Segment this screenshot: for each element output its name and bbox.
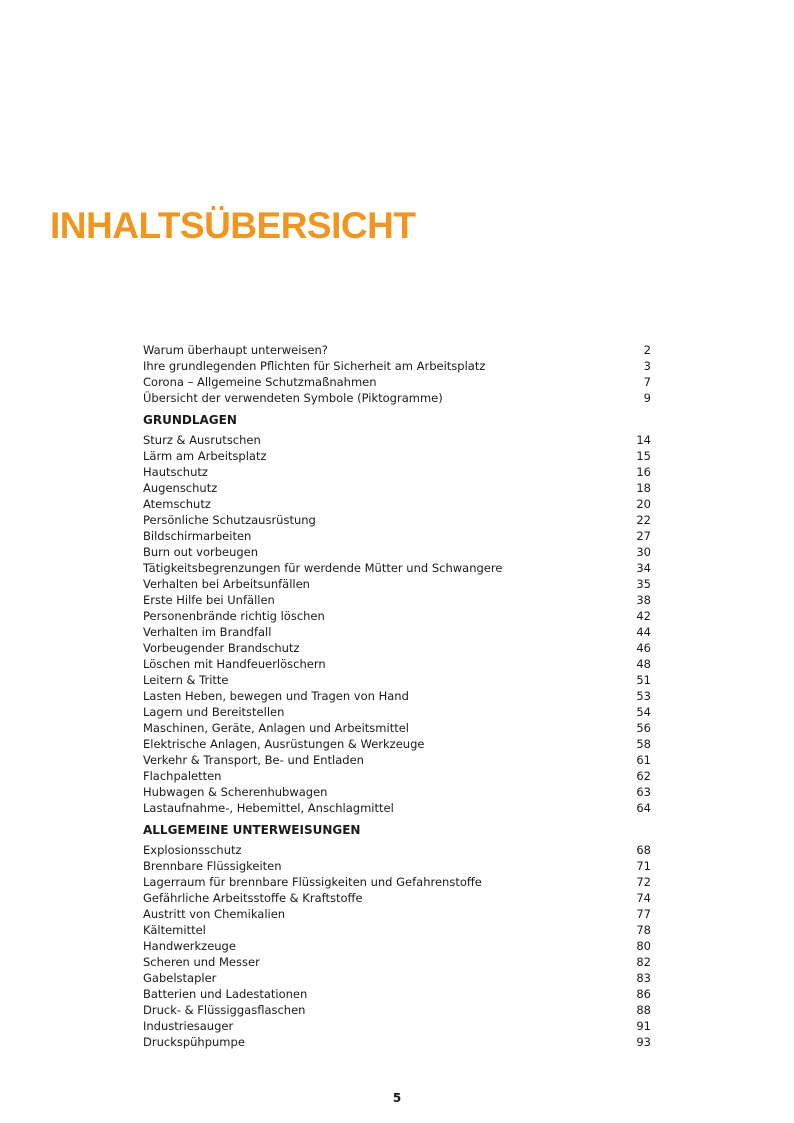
toc-entry-label: Flachpaletten (143, 769, 222, 783)
toc-entry-label: Gefährliche Arbeitsstoffe & Kraftstoffe (143, 891, 363, 905)
toc-entry-label: Augenschutz (143, 481, 218, 495)
toc-entry-label: Warum überhaupt unterweisen? (143, 343, 328, 357)
toc-entry-label: Atemschutz (143, 497, 211, 511)
toc-entry-label: Lastaufnahme-, Hebemittel, Anschlagmittel (143, 801, 394, 815)
toc-entry-page: 78 (636, 923, 651, 937)
toc-entry-label: Erste Hilfe bei Unfällen (143, 593, 275, 607)
toc-entry (143, 512, 651, 528)
toc-entry-label: Kältemittel (143, 923, 206, 937)
toc-entry (143, 784, 651, 800)
toc-entry-label: Verhalten im Brandfall (143, 625, 272, 639)
toc-entry-page: 14 (636, 433, 651, 447)
toc-entry (143, 432, 651, 448)
toc-entry-page: 42 (636, 609, 651, 623)
toc-entry-page: 9 (643, 391, 651, 405)
toc-entry (143, 640, 651, 656)
toc-entry-page: 82 (636, 955, 651, 969)
toc-entry-page: 51 (636, 673, 651, 687)
toc-entry (143, 688, 651, 704)
toc-entry-page: 35 (636, 577, 651, 591)
toc-entry (143, 496, 651, 512)
toc-entry-page: 44 (636, 625, 651, 639)
table-of-contents (143, 342, 651, 1050)
toc-entry (143, 720, 651, 736)
toc-entry-label: Druckspühpumpe (143, 1035, 245, 1049)
toc-entry-page: 88 (636, 1003, 651, 1017)
toc-entry-label: Druck- & Flüssiggasflaschen (143, 1003, 306, 1017)
toc-entry (143, 768, 651, 784)
toc-entry (143, 842, 651, 858)
toc-entry (143, 448, 651, 464)
toc-entry-page: 16 (636, 465, 651, 479)
toc-entry-page: 18 (636, 481, 651, 495)
toc-entry (143, 464, 651, 480)
toc-entry (143, 374, 651, 390)
toc-entry-page: 77 (636, 907, 651, 921)
toc-entry (143, 390, 651, 406)
page-title: INHALTSÜBERSICHT (50, 205, 416, 246)
toc-entry-page: 83 (636, 971, 651, 985)
toc-entry-page: 72 (636, 875, 651, 889)
toc-entry-label: Elektrische Anlagen, Ausrüstungen & Werkzeuge (143, 737, 425, 751)
toc-entry-label: Vorbeugender Brandschutz (143, 641, 300, 655)
toc-entry-label: Tätigkeitsbegrenzungen für werdende Mütter und Schwangere (143, 561, 503, 575)
toc-entry-page: 34 (636, 561, 651, 575)
toc-entry (143, 752, 651, 768)
toc-entry-page: 46 (636, 641, 651, 655)
toc-entry-label: Übersicht der verwendeten Symbole (Piktogramme) (143, 391, 443, 405)
toc-entry (143, 1018, 651, 1034)
toc-entry-page: 27 (636, 529, 651, 543)
toc-entry-page: 53 (636, 689, 651, 703)
toc-entry-page: 2 (643, 343, 651, 357)
toc-entry (143, 874, 651, 890)
toc-entry-label: Industriesauger (143, 1019, 234, 1033)
toc-entry (143, 704, 651, 720)
toc-entry-page: 86 (636, 987, 651, 1001)
toc-entry (143, 560, 651, 576)
toc-entry (143, 970, 651, 986)
toc-entry-page: 61 (636, 753, 651, 767)
toc-entry-label: Batterien und Ladestationen (143, 987, 308, 1001)
toc-section-heading: ALLGEMEINE UNTERWEISUNGEN (143, 823, 361, 837)
toc-entry-label: Lagerraum für brennbare Flüssigkeiten und Gefahrenstoffe (143, 875, 482, 889)
toc-entry-label: Austritt von Chemikalien (143, 907, 286, 921)
toc-entry-page: 68 (636, 843, 651, 857)
toc-entry (143, 890, 651, 906)
toc-entry-page: 38 (636, 593, 651, 607)
toc-entry-page: 93 (636, 1035, 651, 1049)
toc-entry (143, 1002, 651, 1018)
toc-entry-label: Lagern und Bereitstellen (143, 705, 285, 719)
toc-entry-page: 22 (636, 513, 651, 527)
toc-entry (143, 608, 651, 624)
toc-entry (143, 576, 651, 592)
toc-entry-page: 62 (636, 769, 651, 783)
toc-entry-page: 30 (636, 545, 651, 559)
page-number: 5 (392, 1091, 402, 1105)
toc-entry-label: Löschen mit Handfeuerlöschern (143, 657, 326, 671)
toc-entry-page: 56 (636, 721, 651, 735)
toc-entry-label: Sturz & Ausrutschen (143, 433, 261, 447)
toc-entry (143, 938, 651, 954)
toc-entry-page: 54 (636, 705, 651, 719)
toc-entry-page: 63 (636, 785, 651, 799)
toc-entry-page: 71 (636, 859, 651, 873)
toc-entry-page: 7 (643, 375, 651, 389)
toc-entry (143, 736, 651, 752)
toc-entry (143, 342, 651, 358)
toc-entry (143, 906, 651, 922)
toc-entry (143, 858, 651, 874)
toc-entry-label: Verkehr & Transport, Be- und Entladen (143, 753, 364, 767)
toc-entry (143, 528, 651, 544)
toc-entry (143, 358, 651, 374)
toc-entry (143, 954, 651, 970)
toc-entry-page: 20 (636, 497, 651, 511)
toc-entry-label: Hautschutz (143, 465, 208, 479)
toc-entry-label: Handwerkzeuge (143, 939, 236, 953)
toc-entry-label: Corona – Allgemeine Schutzmaßnahmen (143, 375, 377, 389)
toc-entry (143, 1034, 651, 1050)
toc-entry-label: Maschinen, Geräte, Anlagen und Arbeitsmittel (143, 721, 409, 735)
toc-entry (143, 800, 651, 816)
toc-entry-label: Ihre grundlegenden Pflichten für Sicherheit am Arbeitsplatz (143, 359, 486, 373)
toc-entry (143, 624, 651, 640)
toc-entry-label: Verhalten bei Arbeitsunfällen (143, 577, 310, 591)
toc-entry (143, 544, 651, 560)
toc-entry (143, 922, 651, 938)
toc-entry-page: 15 (636, 449, 651, 463)
toc-entry-label: Lärm am Arbeitsplatz (143, 449, 267, 463)
toc-entry-label: Personenbrände richtig löschen (143, 609, 325, 623)
toc-entry (143, 592, 651, 608)
toc-entry (143, 672, 651, 688)
toc-entry-page: 80 (636, 939, 651, 953)
toc-entry-label: Leitern & Tritte (143, 673, 229, 687)
toc-entry-page: 64 (636, 801, 651, 815)
toc-entry-page: 91 (636, 1019, 651, 1033)
toc-entry-label: Hubwagen & Scherenhubwagen (143, 785, 328, 799)
toc-entry-label: Scheren und Messer (143, 955, 260, 969)
toc-entry-label: Explosionsschutz (143, 843, 242, 857)
toc-entry-page: 48 (636, 657, 651, 671)
toc-entry (143, 656, 651, 672)
toc-entry-page: 58 (636, 737, 651, 751)
toc-entry (143, 986, 651, 1002)
toc-entry-label: Persönliche Schutzausrüstung (143, 513, 316, 527)
toc-entry-label: Burn out vorbeugen (143, 545, 259, 559)
toc-entry-label: Brennbare Flüssigkeiten (143, 859, 282, 873)
toc-entry-label: Gabelstapler (143, 971, 217, 985)
toc-section-heading: GRUNDLAGEN (143, 413, 237, 427)
toc-entry-label: Lasten Heben, bewegen und Tragen von Hand (143, 689, 409, 703)
toc-entry (143, 480, 651, 496)
toc-entry-page: 3 (643, 359, 651, 373)
toc-entry-label: Bildschirmarbeiten (143, 529, 252, 543)
toc-entry-page: 74 (636, 891, 651, 905)
